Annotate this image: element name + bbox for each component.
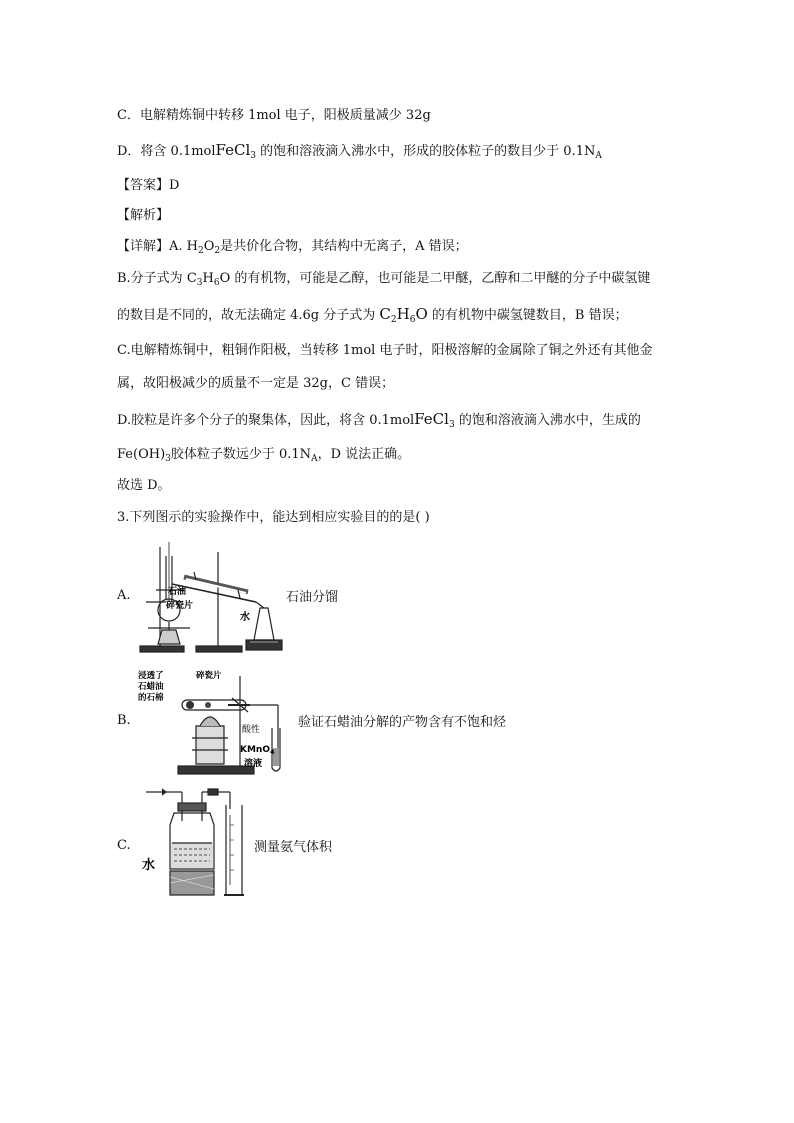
subscript: 2 xyxy=(198,246,204,256)
text: C.电解精炼铜中，粗铜作阳极，当转移 1mol 电子时，阳极溶解的金属除了铜之外还有其他金 xyxy=(117,343,653,358)
label-suicipian: 碎瓷片 xyxy=(196,671,222,681)
subscript: 6 xyxy=(409,315,416,325)
subscript: 4 xyxy=(270,748,275,756)
subscript: 3 xyxy=(165,454,171,464)
label-rongye: 溶液 xyxy=(244,759,263,769)
text: H xyxy=(202,271,214,286)
gas-collection-apparatus xyxy=(138,785,250,903)
text: 的数目是不同的，故无法确定 4.6g 分子式为 xyxy=(117,308,380,323)
fig-c-caption: 测量氨气体积 xyxy=(254,840,333,855)
fig-a-caption: 石油分馏 xyxy=(286,590,339,605)
question-3-text: 3.下列图示的实验操作中，能达到相应实验目的的是( ) xyxy=(117,510,430,525)
answer-line xyxy=(117,177,179,195)
detail-line-4 xyxy=(117,342,652,360)
label-water: 水 xyxy=(240,612,250,623)
text: O 的有机物，可能是乙醇，也可能是二甲醚，乙醇和二甲醚的分子中碳氢键 xyxy=(219,271,651,286)
detail-line-2 xyxy=(117,270,650,292)
text: 是共价化合物，其结构中无离子，A 错误； xyxy=(220,239,468,254)
text: 的有机物中碳氢键数目，B 错误； xyxy=(427,308,628,323)
subscript: 3 xyxy=(250,151,257,161)
answer-label: 【答案】D xyxy=(117,178,180,193)
detail-line-1 xyxy=(117,238,468,260)
text: ，D 说法正确。 xyxy=(317,447,411,462)
subscript: 6 xyxy=(213,278,220,288)
label-shilayou: 石蜡油 xyxy=(138,682,164,692)
text: C xyxy=(379,305,391,323)
text: 故选 D。 xyxy=(117,478,171,493)
fecl-formula: FeCl xyxy=(215,141,251,159)
fig-b-option: B. xyxy=(117,713,131,728)
text: B.分子式为 C xyxy=(117,271,197,286)
text: H xyxy=(396,305,410,323)
option-c xyxy=(117,107,431,125)
label-shiyou: 石油 xyxy=(168,587,187,597)
text: 的饱和溶液滴入沸水中，生成的 xyxy=(454,413,641,428)
kmno-text: KMnO xyxy=(240,745,270,755)
distillation-apparatus xyxy=(138,542,288,654)
fig-a-option: A. xyxy=(117,588,131,603)
subscript: 3 xyxy=(196,278,203,288)
subscript: 3 xyxy=(448,420,455,430)
fecl-formula: FeCl xyxy=(414,410,449,428)
label-jintou: 浸透了 xyxy=(138,671,164,681)
fig-c-option: C. xyxy=(117,838,131,853)
detail-line-8 xyxy=(117,477,171,495)
text: Fe(OH) xyxy=(117,447,166,462)
text: 【详解】A. H xyxy=(117,239,198,254)
text: 属，故阳极减少的质量不一定是 32g，C 错误； xyxy=(117,376,395,391)
label-suanxing: 酸性 xyxy=(241,725,260,735)
option-c-text: C．电解精炼铜中转移 1mol 电子，阳极质量减少 32g xyxy=(117,108,431,123)
label-kmno4 xyxy=(240,745,275,756)
detail-line-3 xyxy=(117,305,628,329)
analysis-label: 【解析】 xyxy=(117,208,170,223)
analysis-heading xyxy=(117,207,169,225)
option-d xyxy=(117,141,602,165)
text: D.胶粒是许多个分子的聚集体，因此，将含 0.1mol xyxy=(117,413,415,428)
text: O xyxy=(203,239,215,254)
detail-line-5 xyxy=(117,375,394,393)
detail-line-6 xyxy=(117,410,641,434)
fig-b-caption: 验证石蜡油分解的产物含有不饱和烃 xyxy=(298,715,507,730)
option-d-pre: D．将含 0.1mol xyxy=(117,144,216,159)
text: O xyxy=(415,305,428,323)
label-suicipian: 碎瓷片 xyxy=(166,601,194,611)
text: 胶体粒子数远少于 0.1N xyxy=(170,447,312,462)
detail-line-7 xyxy=(117,446,410,468)
label-water: 水 xyxy=(142,858,156,873)
label-shimian: 的石棉 xyxy=(138,693,164,703)
option-d-mid: 的饱和溶液滴入沸水中，形成的胶体粒子的数目少于 0.1N xyxy=(256,144,596,159)
cracking-apparatus xyxy=(138,668,288,778)
subscript: A xyxy=(595,151,602,161)
question-3 xyxy=(117,509,430,527)
subscript: A xyxy=(311,454,318,464)
subscript: 2 xyxy=(390,315,397,325)
subscript: 2 xyxy=(214,246,221,256)
